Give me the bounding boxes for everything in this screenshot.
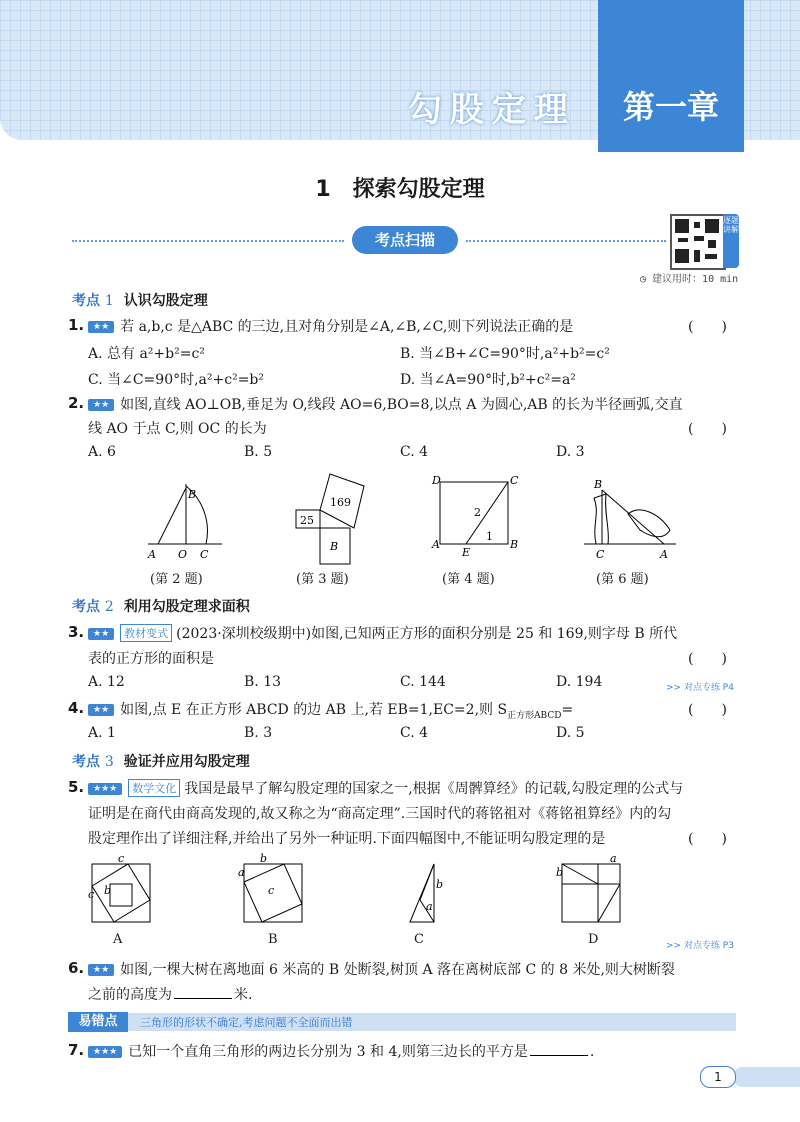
label-b: B <box>188 488 197 501</box>
question-number: 6. <box>68 959 85 977</box>
page-footer-bar <box>734 1067 800 1087</box>
key-point-label: 考点 1 <box>72 293 114 309</box>
question-number: 7. <box>68 1041 85 1059</box>
error-prone-text: 三角形的形状不确定,考虑问题不全面而出错 <box>140 1016 353 1029</box>
option-d: D. 194 <box>556 674 603 690</box>
suggested-time: ◷ 建议用时：10 min <box>640 274 739 285</box>
svg-text:a: a <box>610 852 617 865</box>
divider-right <box>466 240 666 242</box>
proof-label-c: C <box>414 932 424 947</box>
chapter-badge: 第一章 <box>598 0 744 152</box>
key-point-title: 验证并应用勾股定理 <box>123 754 250 770</box>
label-b: B <box>330 540 339 553</box>
answer-paren: ( ) <box>688 319 727 335</box>
culture-tag: 数学文化 <box>128 779 180 797</box>
textbook-tag: 教材变式 <box>120 624 172 642</box>
label-c: C <box>596 548 605 561</box>
label-d: D <box>432 474 441 487</box>
practice-ref-link[interactable]: >> 对点专练 P4 <box>666 683 734 693</box>
key-point-label: 考点 2 <box>72 599 114 615</box>
proof-figure-b <box>238 852 308 928</box>
answer-paren: ( ) <box>688 421 727 437</box>
question-1-text: ★★ 若 a,b,c 是△ABC 的三边,且对角分别是∠A,∠B,∠C,则下列说法正确的是 <box>88 316 573 336</box>
label-a: A <box>148 548 156 561</box>
key-point-title: 认识勾股定理 <box>123 293 208 309</box>
figure-q6 <box>580 474 680 562</box>
label-1: 1 <box>486 530 493 543</box>
proof-figure-d <box>556 852 626 928</box>
option-c: C. 144 <box>400 674 446 690</box>
difficulty-badge: ★★★ <box>88 1046 122 1058</box>
difficulty-badge: ★★★ <box>88 783 122 795</box>
caption-q6: (第 6 题) <box>596 572 649 587</box>
answer-paren: ( ) <box>688 651 727 667</box>
label-169: 169 <box>330 496 351 509</box>
svg-text:c: c <box>118 852 125 865</box>
option-a: A. 12 <box>88 674 125 690</box>
divider-left <box>72 240 344 242</box>
proof-label-a: A <box>113 932 123 947</box>
option-b: B. 5 <box>244 444 273 460</box>
option-a: A. 6 <box>88 444 116 460</box>
svg-text:c: c <box>88 888 95 901</box>
practice-ref-link[interactable]: >> 对点专练 P3 <box>666 941 734 951</box>
option-b: B. 当∠B+∠C=90°时,a²+b²=c² <box>400 346 610 362</box>
label-25: 25 <box>300 514 314 527</box>
question-5-line1: ★★★ 数学文化 我国是最早了解勾股定理的国家之一,根据《周髀算经》的记载,勾股定理的公式与 <box>88 778 683 798</box>
difficulty-badge: ★★ <box>88 628 114 640</box>
key-point-2 <box>72 596 250 616</box>
proof-figure-c <box>400 858 450 928</box>
question-6-line1: ★★ 如图,一棵大树在离地面 6 米高的 B 处断裂,树顶 A 落在离树底部 C 的 8 米处,则大树断裂 <box>88 959 675 979</box>
question-6-line2: 之前的高度为 米. <box>88 987 253 1003</box>
question-5-line2: 证明是在商代由商高发现的,故又称之为“商高定理”.三国时代的蒋铭祖对《蒋铭祖算经》内的勾 <box>88 806 672 822</box>
figure-q4 <box>428 472 524 558</box>
scan-badge: 考点扫描 <box>352 226 458 254</box>
question-2-line1: ★★ 如图,直线 AO⊥OB,垂足为 O,线段 AO=6,BO=8,以点 A 为圆心,AB 的长为半径画弧,交直 <box>88 394 683 414</box>
answer-paren: ( ) <box>688 831 727 847</box>
error-prone-tag: 易错点 <box>68 1012 128 1032</box>
option-a: A. 1 <box>88 725 116 741</box>
difficulty-badge: ★★ <box>88 964 114 976</box>
svg-text:b: b <box>556 866 564 879</box>
proof-label-d: D <box>588 932 599 947</box>
suggested-time-text: 建议用时：10 min <box>652 274 739 285</box>
answer-blank[interactable] <box>530 1055 588 1056</box>
section-title: 1 探索勾股定理 <box>315 177 485 202</box>
label-c: C <box>200 548 209 561</box>
question-number: 3. <box>68 623 85 641</box>
caption-q4: (第 4 题) <box>442 572 495 587</box>
figure-q2 <box>140 478 230 564</box>
label-b: B <box>594 478 603 491</box>
option-c: C. 4 <box>400 725 429 741</box>
option-b: B. 3 <box>244 725 273 741</box>
svg-text:b: b <box>436 878 444 891</box>
question-number: 5. <box>68 778 85 796</box>
difficulty-badge: ★★ <box>88 704 114 716</box>
qr-code-icon[interactable] <box>670 214 726 270</box>
option-c: C. 当∠C=90°时,a²+c²=b² <box>88 372 264 388</box>
option-d: D. 5 <box>556 725 585 741</box>
answer-blank[interactable] <box>174 998 232 999</box>
difficulty-badge: ★★ <box>88 321 114 333</box>
question-5-line3: 股定理作出了详细注释,并给出了另外一种证明.下面四幅图中,不能证明勾股定理的是 <box>88 831 606 847</box>
svg-text:b: b <box>260 852 268 865</box>
label-2: 2 <box>474 506 481 519</box>
key-point-title: 利用勾股定理求面积 <box>123 599 250 615</box>
proof-figure-a <box>88 852 158 928</box>
key-point-1 <box>72 290 208 310</box>
question-3-line1: ★★ 教材变式 (2023·深圳校级期中)如图,已知两正方形的面积分别是 25 和 169,则字母 B 所代 <box>88 623 677 643</box>
option-a: A. 总有 a²+b²=c² <box>88 346 205 362</box>
question-number: 4. <box>68 699 85 717</box>
question-3-line2: 表的正方形的面积是 <box>88 651 214 667</box>
key-point-3 <box>72 751 250 771</box>
label-a: A <box>432 538 440 551</box>
option-b: B. 13 <box>244 674 282 690</box>
question-number: 2. <box>68 394 85 412</box>
option-d: D. 当∠A=90°时,b²+c²=a² <box>400 372 576 388</box>
question-2-line2: 线 AO 于点 C,则 OC 的长为 <box>88 421 267 437</box>
label-e: E <box>462 546 471 559</box>
key-point-label: 考点 3 <box>72 754 114 770</box>
proof-label-b: B <box>268 932 278 947</box>
page-number: 1 <box>700 1066 736 1088</box>
difficulty-badge: ★★ <box>88 399 114 411</box>
svg-text:b: b <box>104 884 112 897</box>
figure-q3 <box>286 474 376 570</box>
banner-title: 勾股定理 <box>408 90 576 130</box>
question-4-text: ★★ 如图,点 E 在正方形 ABCD 的边 AB 上,若 EB=1,EC=2,则 $S_{正方形ABCD}=$ <box>88 699 573 721</box>
label-o: O <box>178 548 188 561</box>
option-d: D. 3 <box>556 444 585 460</box>
label-c: C <box>510 474 519 487</box>
option-c: C. 4 <box>400 444 429 460</box>
svg-text:a: a <box>238 866 245 879</box>
caption-q2: (第 2 题) <box>150 572 203 587</box>
caption-q3: (第 3 题) <box>296 572 349 587</box>
answer-paren: ( ) <box>688 702 727 718</box>
svg-text:a: a <box>426 900 433 913</box>
label-b: B <box>510 538 519 551</box>
question-7-text: ★★★ 已知一个直角三角形的两边长分别为 3 和 4,则第三边长的平方是 . <box>88 1041 594 1061</box>
qr-side-label: 逐题讲解 <box>723 214 739 268</box>
label-a: A <box>660 548 668 561</box>
question-number: 1. <box>68 316 85 334</box>
svg-text:c: c <box>268 884 275 897</box>
